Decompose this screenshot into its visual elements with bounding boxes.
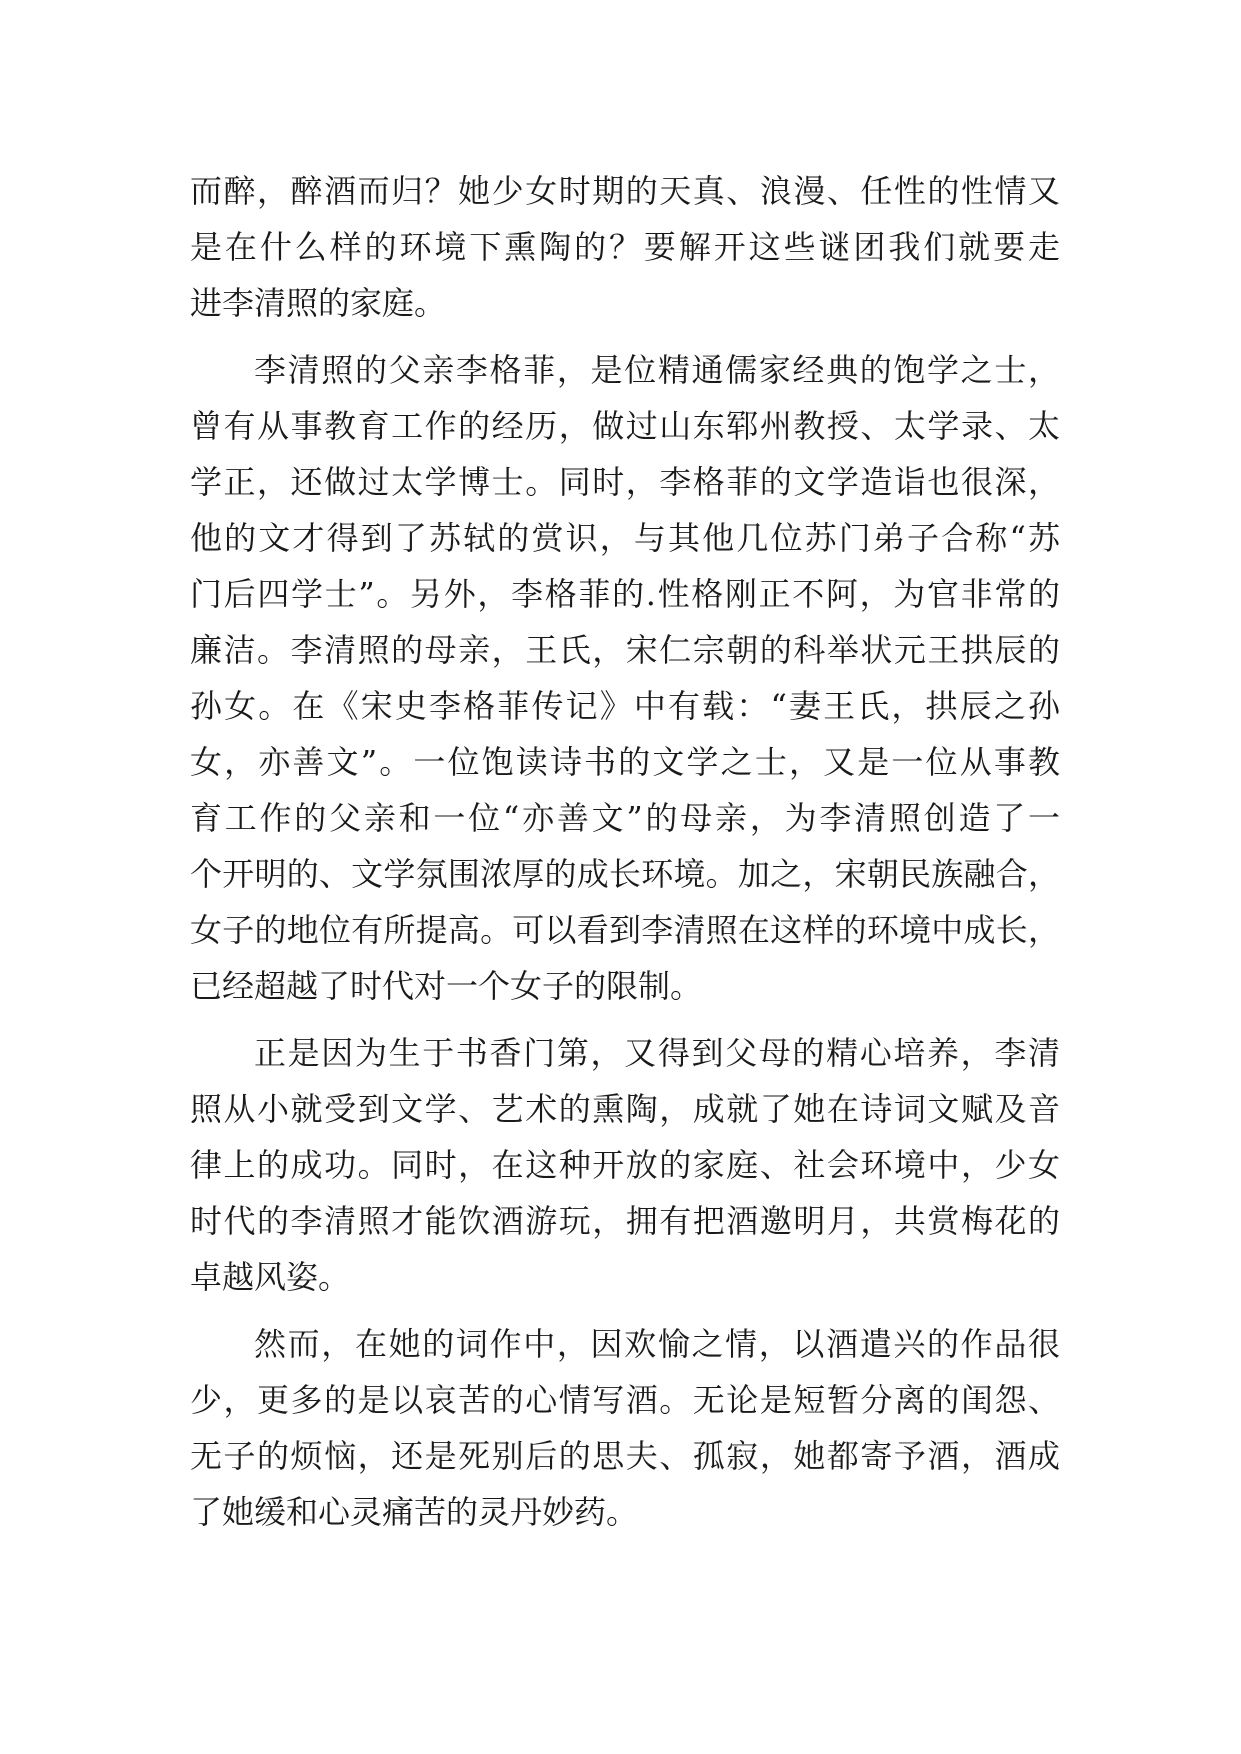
text-line: 育工作的父亲和一位“亦善文”的母亲，为李清照创造了一 (190, 799, 1060, 837)
text-line: 律上的成功。同时，在这种开放的家庭、社会环境中，少女 (190, 1146, 1060, 1184)
text-line: 时代的李清照才能饮酒游玩，拥有把酒邀明月，共赏梅花的 (190, 1202, 1060, 1240)
text-line: 女，亦善文”。一位饱读诗书的文学之士，又是一位从事教 (190, 743, 1060, 781)
text-line: 他的文才得到了苏轼的赏识，与其他几位苏门弟子合称“苏 (190, 519, 1060, 557)
text-line: 学正，还做过太学博士。同时，李格菲的文学造诣也很深， (190, 463, 1060, 501)
text-line: 卓越风姿。 (190, 1258, 351, 1296)
text-line: 正是因为生于书香门第，又得到父母的精心培养，李清 (254, 1034, 1060, 1072)
text-line: 李清照的父亲李格菲，是位精通儒家经典的饱学之士， (254, 351, 1060, 389)
text-line: 然而，在她的词作中，因欢愉之情，以酒遣兴的作品很 (254, 1325, 1060, 1363)
text-line: 个开明的、文学氛围浓厚的成长环境。加之，宋朝民族融合， (190, 855, 1060, 893)
text-line: 已经超越了时代对一个女子的限制。 (190, 967, 703, 1005)
text-line: 无子的烦恼，还是死别后的思夫、孤寂，她都寄予酒，酒成 (190, 1437, 1060, 1475)
text-line: 孙女。在《宋史李格菲传记》中有载：“妻王氏，拱辰之孙 (190, 687, 1060, 725)
text-line: 而醉，醉酒而归？她少女时期的天真、浪漫、任性的性情又 (190, 172, 1060, 210)
text-line: 是在什么样的环境下熏陶的？要解开这些谜团我们就要走 (190, 228, 1060, 266)
text-line: 少，更多的是以哀苦的心情写酒。无论是短暂分离的闺怨、 (190, 1381, 1060, 1419)
text-line: 廉洁。李清照的母亲，王氏，宋仁宗朝的科举状元王拱辰的 (190, 631, 1060, 669)
text-line: 门后四学士”。另外，李格菲的.性格刚正不阿，为官非常的 (190, 575, 1060, 613)
text-line: 进李清照的家庭。 (190, 284, 447, 322)
text-line: 曾有从事教育工作的经历，做过山东郓州教授、太学录、太 (190, 407, 1060, 445)
text-line: 女子的地位有所提高。可以看到李清照在这样的环境中成长， (190, 911, 1060, 949)
text-line: 照从小就受到文学、艺术的熏陶，成就了她在诗词文赋及音 (190, 1090, 1060, 1128)
text-line: 了她缓和心灵痛苦的灵丹妙药。 (190, 1493, 639, 1531)
